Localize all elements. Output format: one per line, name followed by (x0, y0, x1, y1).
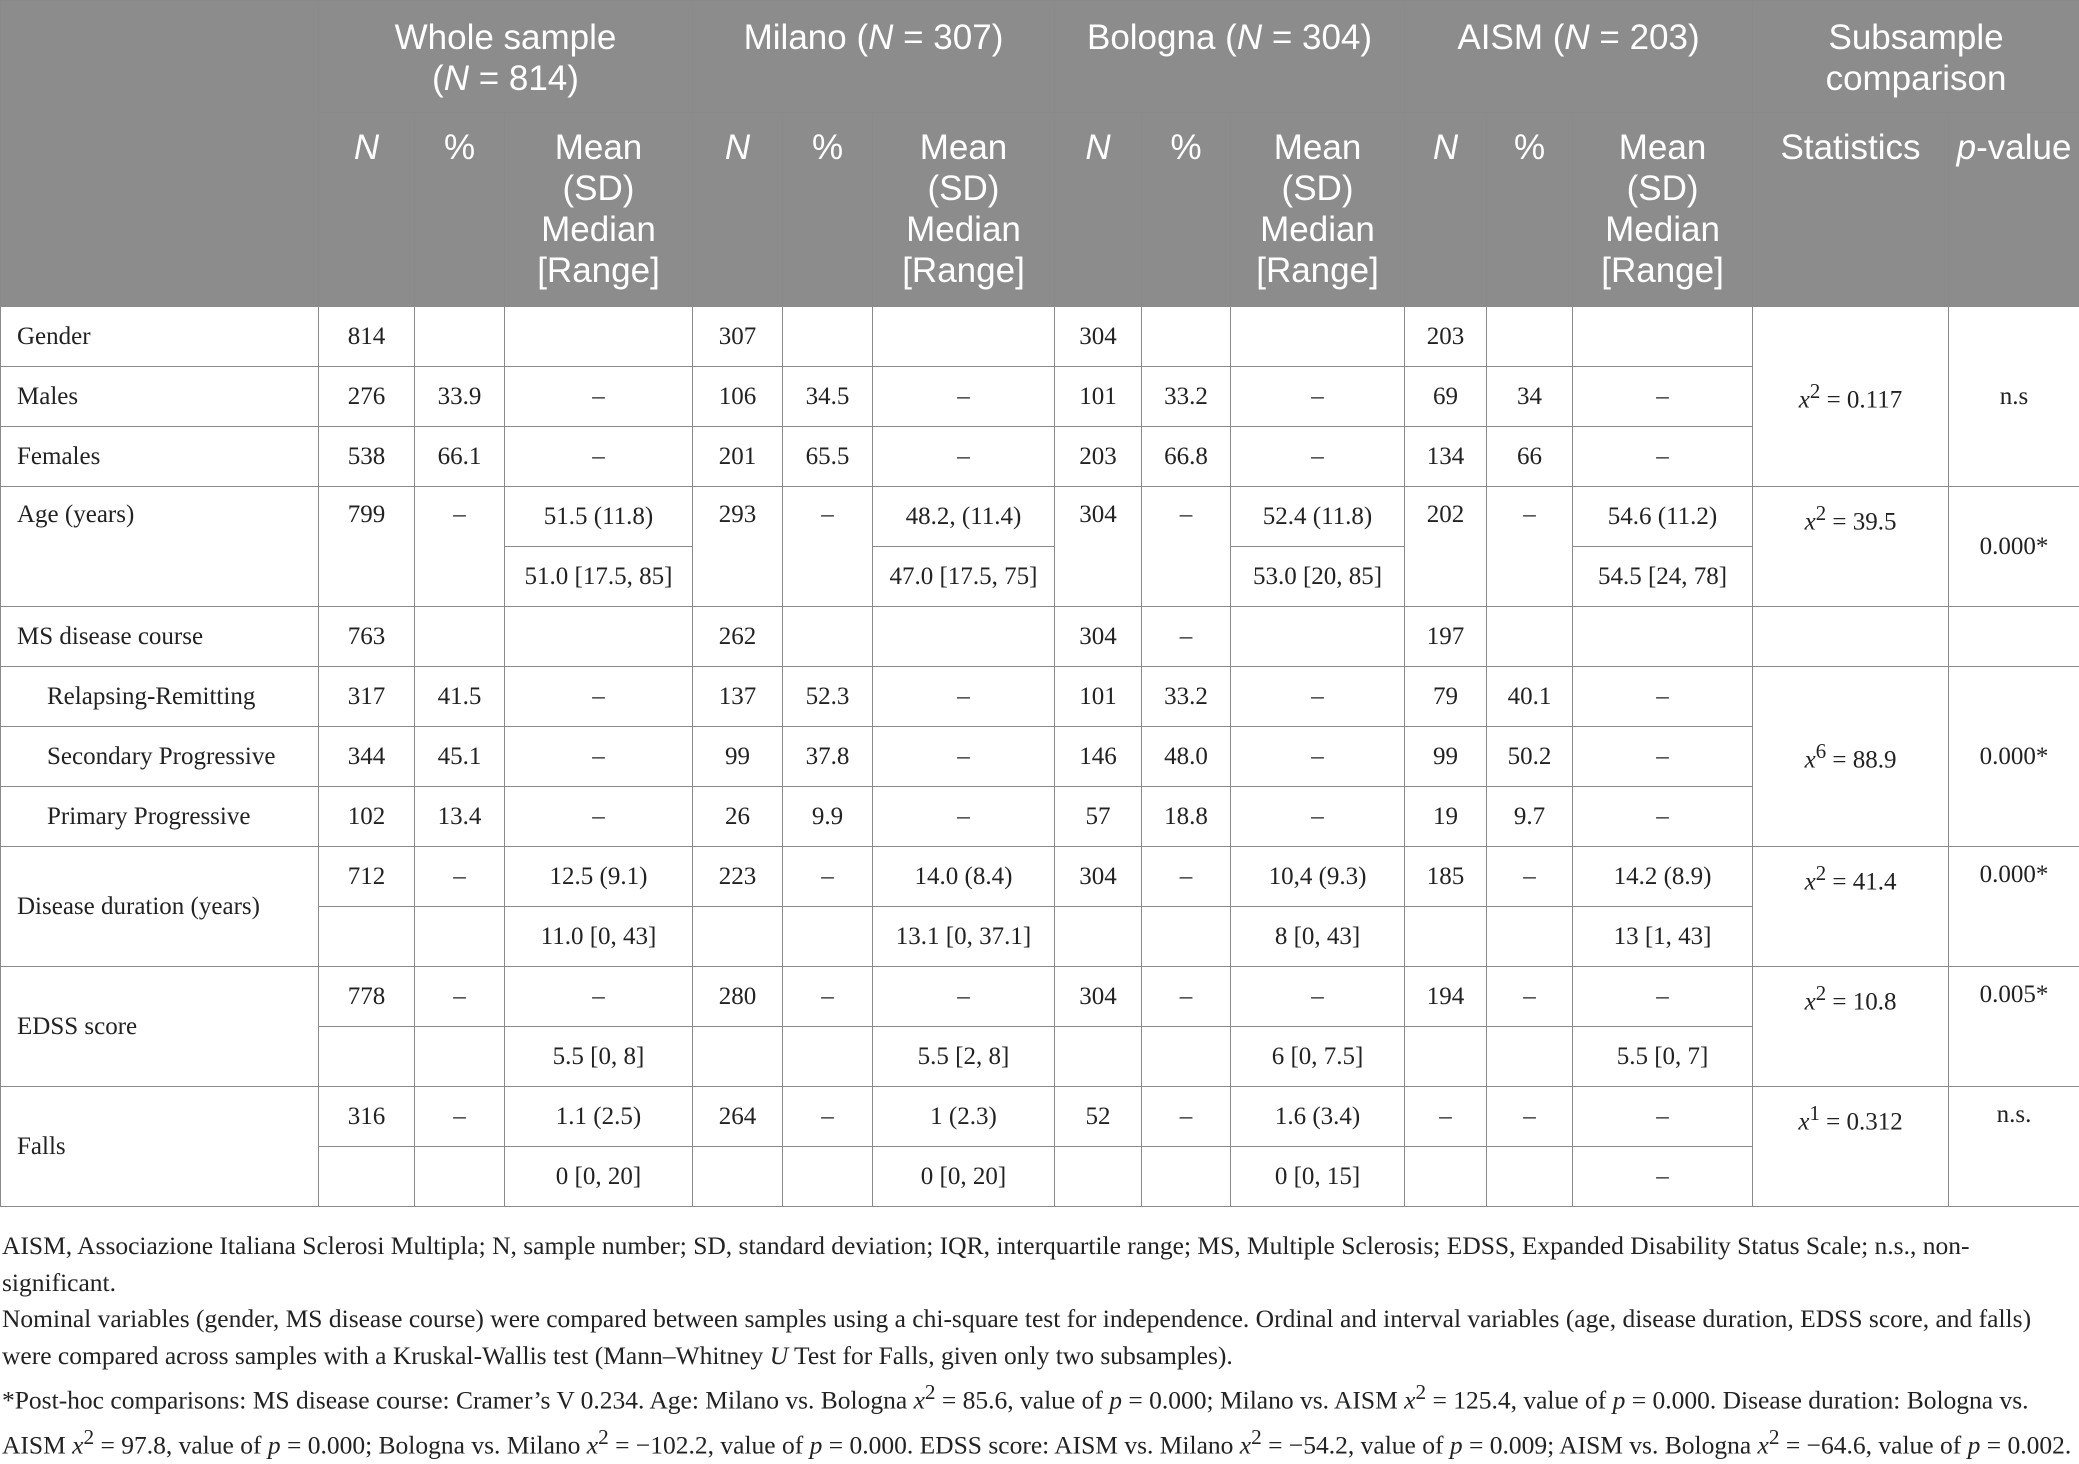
table-row (1, 847, 2079, 907)
cell: 1 (2.3) (873, 1087, 1055, 1147)
row-label: EDSS score (1, 967, 319, 1087)
row-label: Relapsing-Remitting (1, 667, 319, 727)
cell: – (505, 727, 693, 787)
cell (1487, 1027, 1573, 1087)
cell: 41.5 (415, 667, 505, 727)
cell: 40.1 (1487, 667, 1573, 727)
stat-falls: $x^1 = 0.312$ (1753, 1087, 1949, 1207)
cell: 33.2 (1142, 367, 1231, 427)
cell: 185 (1405, 847, 1487, 907)
cell: 45.1 (415, 727, 505, 787)
cell: 26 (693, 787, 783, 847)
col-n: N (1055, 113, 1142, 307)
cell: 799 (319, 487, 415, 607)
cell (505, 607, 693, 667)
cell: 66 (1487, 427, 1573, 487)
col-n: N (1405, 113, 1487, 307)
cell: 9.7 (1487, 787, 1573, 847)
cell (415, 907, 505, 967)
p-age: 0.000* (1949, 487, 2079, 607)
cell: – (783, 967, 873, 1027)
stat-age: $x^2 = 39.5$ (1753, 487, 1949, 607)
cell (319, 907, 415, 967)
cell: 9.9 (783, 787, 873, 847)
cell: 66.8 (1142, 427, 1231, 487)
cell (1753, 607, 1949, 667)
cell (783, 1027, 873, 1087)
stat-gender: $x^2 = 0.117$ (1753, 307, 1949, 487)
cell: 37.8 (783, 727, 873, 787)
cell (783, 307, 873, 367)
header-whole-sample: Whole sample (N = 814) (319, 1, 693, 113)
cell: 202 (1405, 487, 1487, 607)
cell: 307 (693, 307, 783, 367)
col-pct: % (1487, 113, 1573, 307)
cell (1405, 1027, 1487, 1087)
cell (873, 607, 1055, 667)
header-corner (1, 1, 319, 307)
cell: 201 (693, 427, 783, 487)
cell: 1.1 (2.5) (505, 1087, 693, 1147)
cell: – (415, 967, 505, 1027)
row-label: Age (years) (1, 487, 319, 607)
cell (415, 1027, 505, 1087)
cell: – (873, 667, 1055, 727)
cell: 57 (1055, 787, 1142, 847)
cell (1573, 607, 1753, 667)
cell: 5.5 [0, 7] (1573, 1027, 1753, 1087)
row-label: Gender (1, 307, 319, 367)
cell: – (505, 787, 693, 847)
header-aism: AISM (N = 203) (1405, 1, 1753, 113)
cell: – (873, 787, 1055, 847)
col-mean: Mean (SD) Median [Range] (1573, 113, 1753, 307)
cell (1055, 1147, 1142, 1207)
stat-disease-duration: $x^2 = 41.4$ (1753, 847, 1949, 967)
cell: 33.2 (1142, 667, 1231, 727)
cell: – (1142, 1087, 1231, 1147)
col-pct: % (415, 113, 505, 307)
cell (1142, 307, 1231, 367)
cell: 14.2 (8.9) (1573, 847, 1753, 907)
cell: – (783, 1087, 873, 1147)
cell (693, 907, 783, 967)
table-row (1, 607, 2079, 667)
cell (1405, 1147, 1487, 1207)
cell: 18.8 (1142, 787, 1231, 847)
cell: 54.5 [24, 78] (1573, 547, 1753, 607)
cell (1055, 907, 1142, 967)
cell: – (1231, 967, 1405, 1027)
cell: – (1487, 967, 1573, 1027)
cell: 5.5 [0, 8] (505, 1027, 693, 1087)
note-posthoc: *Post-hoc comparisons: MS disease course: Cramer’s V 0.234. Age: Milano vs. Bologna $x^2 = 85.6$, value of p = 0.000; Milano vs. AISM $x^2 = 125.4$, value of p = 0.000. Disease duration: Bologna vs. AISM $x^2 = 97.8$, value of p = 0.000; Bologna vs. Milano $x^2 = -102.2$, value of p = 0.000. EDSS score: AISM vs. Milano $x^2 = -54.2$, value of p = 0.009; AISM vs. Bologna $x^2 = -64.6$, value of p = 0.002. (2, 1374, 2072, 1464)
cell: 10,4 (9.3) (1231, 847, 1405, 907)
cell: – (505, 667, 693, 727)
cell (319, 1147, 415, 1207)
cell: 52.4 (11.8) (1231, 487, 1405, 547)
col-pct: % (783, 113, 873, 307)
cell: 304 (1055, 847, 1142, 907)
cell (783, 607, 873, 667)
cell (1487, 307, 1573, 367)
cell: 50.2 (1487, 727, 1573, 787)
cell: 69 (1405, 367, 1487, 427)
cell: 101 (1055, 367, 1142, 427)
col-n: N (319, 113, 415, 307)
cell: 712 (319, 847, 415, 907)
cell: – (1231, 727, 1405, 787)
cell (693, 1027, 783, 1087)
cell: 1.6 (3.4) (1231, 1087, 1405, 1147)
cell: 53.0 [20, 85] (1231, 547, 1405, 607)
cell: – (1142, 967, 1231, 1027)
cell: – (873, 367, 1055, 427)
cell: – (873, 727, 1055, 787)
cell: – (1573, 787, 1753, 847)
cell: 14.0 (8.4) (873, 847, 1055, 907)
row-label: MS disease course (1, 607, 319, 667)
cell: 52.3 (783, 667, 873, 727)
cell: 316 (319, 1087, 415, 1147)
cell: 223 (693, 847, 783, 907)
cell (1231, 307, 1405, 367)
header-subsample-comparison: Subsample comparison (1753, 1, 2079, 113)
cell: 293 (693, 487, 783, 607)
col-mean: Mean (SD) Median [Range] (873, 113, 1055, 307)
row-label: Disease duration (years) (1, 847, 319, 967)
cell: 51.0 [17.5, 85] (505, 547, 693, 607)
cell (415, 1147, 505, 1207)
cell: 5.5 [2, 8] (873, 1027, 1055, 1087)
cell: 0 [0, 20] (873, 1147, 1055, 1207)
row-label: Primary Progressive (1, 787, 319, 847)
cell: 48.2, (11.4) (873, 487, 1055, 547)
p-ms-course: 0.000* (1949, 667, 2079, 847)
cell: 13 [1, 43] (1573, 907, 1753, 967)
cell: 99 (693, 727, 783, 787)
cell: – (1573, 427, 1753, 487)
cell: 137 (693, 667, 783, 727)
cell: 344 (319, 727, 415, 787)
cell: 304 (1055, 487, 1142, 607)
col-statistics: Statistics (1753, 113, 1949, 307)
header-row-groups (1, 1, 2079, 113)
cell: – (783, 487, 873, 607)
cell: – (783, 847, 873, 907)
cell: 34 (1487, 367, 1573, 427)
cell (693, 1147, 783, 1207)
cell: 33.9 (415, 367, 505, 427)
cell: 51.5 (11.8) (505, 487, 693, 547)
cell (1487, 907, 1573, 967)
p-disease-duration: 0.000* (1949, 847, 2079, 967)
cell: – (1487, 1087, 1573, 1147)
cell (1142, 907, 1231, 967)
cell: 197 (1405, 607, 1487, 667)
cell (783, 907, 873, 967)
cell: – (1573, 727, 1753, 787)
cell: 814 (319, 307, 415, 367)
table-row (1, 667, 2079, 727)
row-label: Falls (1, 1087, 319, 1207)
p-falls: n.s. (1949, 1087, 2079, 1207)
stat-ms-course: $x^6 = 88.9$ (1753, 667, 1949, 847)
table-row (1, 487, 2079, 547)
cell: 79 (1405, 667, 1487, 727)
cell (1573, 307, 1753, 367)
cell: – (1405, 1087, 1487, 1147)
cell: – (1487, 847, 1573, 907)
table-footnotes (2, 1228, 2072, 1464)
col-pct: % (1142, 113, 1231, 307)
cell: 12.5 (9.1) (505, 847, 693, 907)
cell (783, 1147, 873, 1207)
cell: – (1573, 667, 1753, 727)
cell: 538 (319, 427, 415, 487)
cell (873, 307, 1055, 367)
cell: 778 (319, 967, 415, 1027)
cell: 52 (1055, 1087, 1142, 1147)
cell: 317 (319, 667, 415, 727)
cell: – (415, 1087, 505, 1147)
cell: 203 (1405, 307, 1487, 367)
cell: 8 [0, 43] (1231, 907, 1405, 967)
cell: 106 (693, 367, 783, 427)
col-mean: Mean (SD) Median [Range] (505, 113, 693, 307)
cell: – (1231, 427, 1405, 487)
cell (1142, 1027, 1231, 1087)
cell: 19 (1405, 787, 1487, 847)
cell: 47.0 [17.5, 75] (873, 547, 1055, 607)
cell: – (1573, 967, 1753, 1027)
cell: – (1231, 787, 1405, 847)
cell: – (873, 427, 1055, 487)
cell (1949, 607, 2079, 667)
cell: 304 (1055, 967, 1142, 1027)
cell: 262 (693, 607, 783, 667)
cell: – (415, 847, 505, 907)
table-row (1, 1087, 2079, 1147)
header-milano: Milano (N = 307) (693, 1, 1055, 113)
cell: 194 (1405, 967, 1487, 1027)
cell: – (1231, 367, 1405, 427)
row-label: Males (1, 367, 319, 427)
cell: – (1573, 1147, 1753, 1207)
cell: – (1573, 367, 1753, 427)
cell: – (1487, 487, 1573, 607)
cell: 0 [0, 15] (1231, 1147, 1405, 1207)
p-gender: n.s (1949, 307, 2079, 487)
cell: 11.0 [0, 43] (505, 907, 693, 967)
cell: 0 [0, 20] (505, 1147, 693, 1207)
row-label: Secondary Progressive (1, 727, 319, 787)
cell (415, 607, 505, 667)
cell: – (505, 967, 693, 1027)
header-bologna: Bologna (N = 304) (1055, 1, 1405, 113)
cell: – (415, 487, 505, 607)
cell: 13.1 [0, 37.1] (873, 907, 1055, 967)
cell: 66.1 (415, 427, 505, 487)
cell: – (1231, 667, 1405, 727)
col-n: N (693, 113, 783, 307)
cell: 48.0 (1142, 727, 1231, 787)
cell: 99 (1405, 727, 1487, 787)
cell: 102 (319, 787, 415, 847)
cell: 763 (319, 607, 415, 667)
table-row (1, 967, 2079, 1027)
cell: 65.5 (783, 427, 873, 487)
cell: – (1142, 607, 1231, 667)
cell: 6 [0, 7.5] (1231, 1027, 1405, 1087)
note-methods: Nominal variables (gender, MS disease course) were compared between samples using a chi-square test for independence. Ordinal and interval variables (age, disease duration, EDSS score, and falls) were compared across samples with a Kruskal-Wallis test (Mann–Whitney U Test for Falls, given only two subsamples). (2, 1301, 2072, 1374)
cell (1487, 1147, 1573, 1207)
cell: 146 (1055, 727, 1142, 787)
note-abbreviations: AISM, Associazione Italiana Sclerosi Multipla; N, sample number; SD, standard deviation; IQR, interquartile range; MS, Multiple Sclerosis; EDSS, Expanded Disability Status Scale; n.s., non-significant. (2, 1228, 2072, 1301)
cell: 34.5 (783, 367, 873, 427)
cell (1405, 907, 1487, 967)
stat-edss: $x^2 = 10.8$ (1753, 967, 1949, 1087)
cell: 101 (1055, 667, 1142, 727)
cell: 54.6 (11.2) (1573, 487, 1753, 547)
cell: 304 (1055, 607, 1142, 667)
cell: 304 (1055, 307, 1142, 367)
cell: 264 (693, 1087, 783, 1147)
cell: – (1142, 487, 1231, 607)
cell (1055, 1027, 1142, 1087)
cell: 203 (1055, 427, 1142, 487)
cell (1231, 607, 1405, 667)
cell: – (1573, 1087, 1753, 1147)
cell: – (505, 427, 693, 487)
cell: – (873, 967, 1055, 1027)
cell (1487, 607, 1573, 667)
cell: – (1142, 847, 1231, 907)
row-label: Females (1, 427, 319, 487)
cell (1142, 1147, 1231, 1207)
cell (505, 307, 693, 367)
p-edss: 0.005* (1949, 967, 2079, 1087)
col-p-value: p-value (1949, 113, 2079, 307)
cell (319, 1027, 415, 1087)
cell (415, 307, 505, 367)
cell: 13.4 (415, 787, 505, 847)
cell: 280 (693, 967, 783, 1027)
cell: 134 (1405, 427, 1487, 487)
table-row (1, 307, 2079, 367)
cell: – (505, 367, 693, 427)
col-mean: Mean (SD) Median [Range] (1231, 113, 1405, 307)
cell: 276 (319, 367, 415, 427)
